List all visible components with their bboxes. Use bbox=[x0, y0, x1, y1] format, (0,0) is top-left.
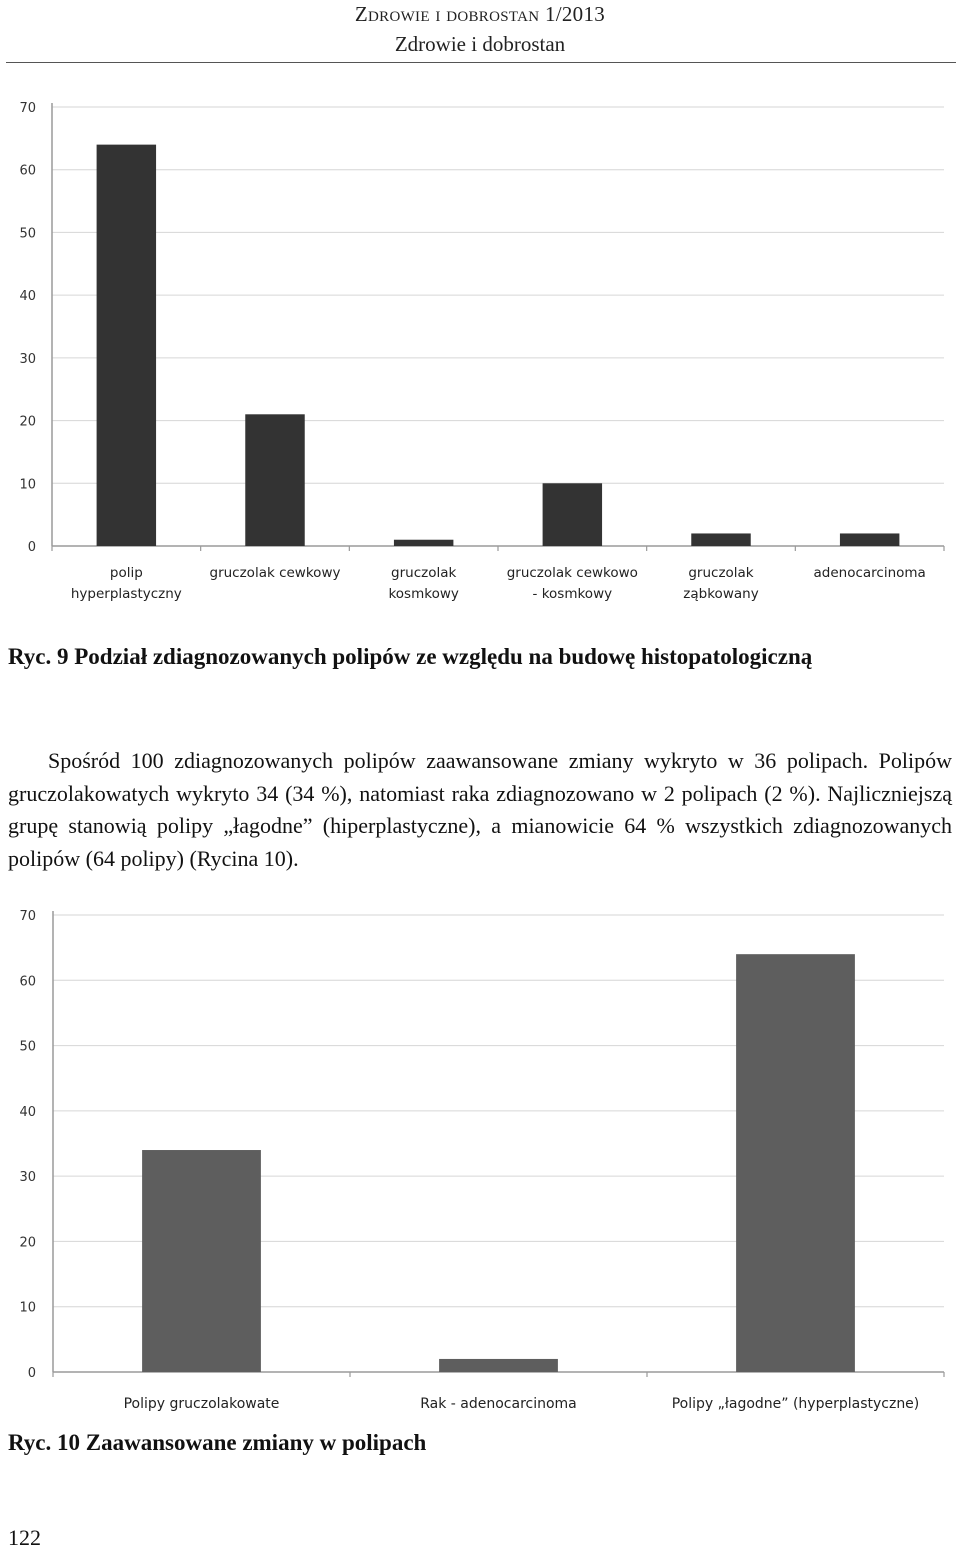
bar-6 bbox=[840, 533, 899, 546]
x-category-label: - kosmkowy bbox=[532, 586, 613, 602]
bar-2 bbox=[245, 414, 304, 546]
x-category-label: hyperplastyczny bbox=[70, 586, 182, 602]
chart-histopathology bbox=[0, 90, 960, 620]
y-tick-label: 40 bbox=[19, 1104, 36, 1120]
x-category-label: adenocarcinoma bbox=[813, 565, 926, 581]
x-category-label: gruczolak bbox=[391, 565, 457, 581]
y-tick-label: 60 bbox=[19, 163, 36, 179]
bar-3 bbox=[736, 954, 855, 1372]
running-title: Zdrowie i dobrostan bbox=[394, 32, 566, 56]
x-category-label: Polipy „łagodne” (hyperplastyczne) bbox=[671, 1396, 920, 1412]
bar-1 bbox=[142, 1150, 261, 1372]
x-category-label: gruczolak cewkowy bbox=[209, 565, 341, 581]
body-paragraph bbox=[8, 745, 952, 875]
figure-9-caption: Ryc. 9 Podział zdiagnozowanych polipów ze względu na budowę histopatologiczną bbox=[8, 644, 813, 669]
x-category-label: polip bbox=[109, 565, 143, 581]
y-tick-label: 30 bbox=[19, 351, 36, 367]
chart-advanced-changes bbox=[0, 900, 960, 1420]
y-tick-label: 0 bbox=[27, 540, 36, 555]
bar-2 bbox=[439, 1359, 558, 1372]
header-rule bbox=[6, 62, 956, 63]
y-tick-label: 70 bbox=[19, 101, 36, 116]
y-tick-label: 50 bbox=[19, 226, 36, 242]
journal-line: Zdrowie i dobrostan 1/2013 bbox=[354, 2, 606, 26]
figure-10-caption: Ryc. 10 Zaawansowane zmiany w polipach bbox=[8, 1430, 427, 1455]
y-tick-label: 70 bbox=[19, 909, 36, 924]
paragraph-text: Spośród 100 zdiagnozowanych polipów zaawansowane zmiany wykryto w 36 polipach. Polipów gruczolakowatych wykryto 34 (34 %), natomiast raka zdiagnozowano w 2 polipach (2 %). Najliczniejszą grupę stanowią polipy „łagodne” (hiperplastyczne), a mianowicie 64 % wszystkich zdiagnozowanych polipów (64 polipy) (Rycina 10). bbox=[8, 748, 952, 871]
y-tick-label: 20 bbox=[19, 1235, 36, 1251]
y-tick-label: 30 bbox=[19, 1170, 36, 1186]
y-tick-label: 10 bbox=[19, 477, 36, 493]
y-tick-label: 40 bbox=[19, 289, 36, 305]
y-tick-label: 20 bbox=[19, 414, 36, 430]
bar-3 bbox=[394, 540, 453, 546]
bar-4 bbox=[543, 483, 602, 546]
bar-5 bbox=[691, 533, 750, 546]
y-tick-label: 50 bbox=[19, 1039, 36, 1055]
x-category-label: ząbkowany bbox=[683, 586, 759, 602]
x-category-label: Polipy gruczolakowate bbox=[123, 1396, 280, 1412]
x-category-label: kosmkowy bbox=[388, 586, 459, 602]
x-category-label: Rak - adenocarcinoma bbox=[420, 1396, 577, 1412]
x-category-label: gruczolak cewkowo bbox=[506, 565, 638, 581]
y-tick-label: 0 bbox=[27, 1366, 36, 1381]
y-tick-label: 60 bbox=[19, 974, 36, 990]
bar-1 bbox=[97, 145, 156, 546]
page-number: 122 bbox=[8, 1525, 41, 1550]
x-category-label: gruczolak bbox=[688, 565, 754, 581]
y-tick-label: 10 bbox=[19, 1300, 36, 1316]
